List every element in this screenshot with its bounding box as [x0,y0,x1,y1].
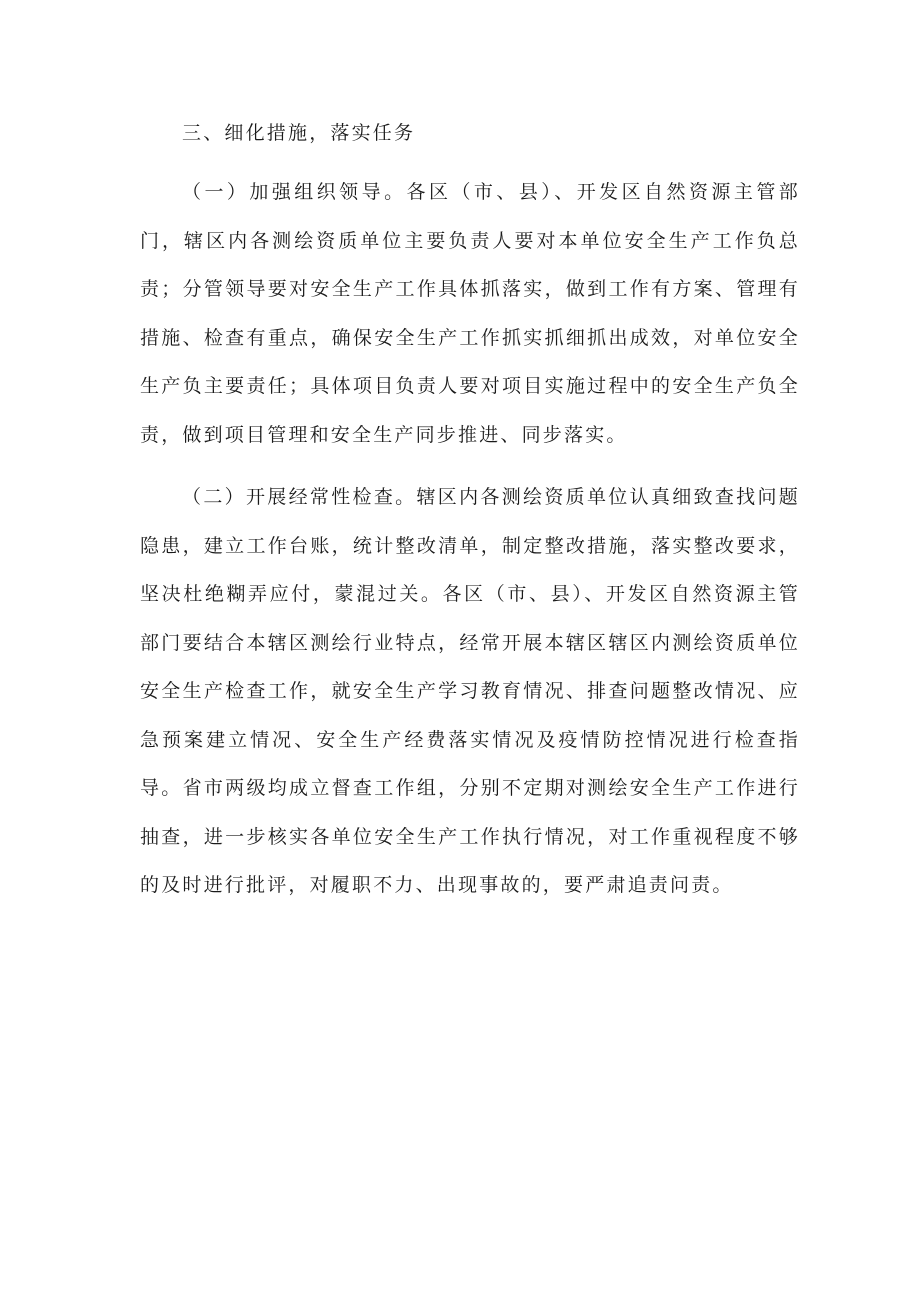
paragraph-regular-inspection: （二）开展经常性检查。辖区内各测绘资质单位认真细致查找问题隐患，建立工作台账，统计整改清单，制定整改措施，落实整改要求，坚决杜绝糊弄应付，蒙混过关。各区（市、县）、开发区自然资源主管部门要结合本辖区测绘行业特点，经常开展本辖区辖区内测绘资质单位安全生产检查工作，就安全生产学习教育情况、排查问题整改情况、应急预案建立情况、安全生产经费落实情况及疫情防控情况进行检查指导。省市两级均成立督查工作组，分别不定期对测绘安全生产工作进行抽查，进一步核实各单位安全生产工作执行情况，对工作重视程度不够的及时进行批评，对履职不力、出现事故的，要严肃追责问责。 [140,486,800,896]
paragraph-organization-leadership: （一）加强组织领导。各区（市、县）、开发区自然资源主管部门，辖区内各测绘资质单位主要负责人要对本单位安全生产工作负总责；分管领导要对安全生产工作具体抓落实，做到工作有方案、管理有措施、检查有重点，确保安全生产工作抓实抓细抓出成效，对单位安全生产负主要责任；具体项目负责人要对项目实施过程中的安全生产负全责，做到项目管理和安全生产同步推进、同步落实。 [140,181,800,446]
section-heading: 三、细化措施，落实任务 [182,122,416,144]
